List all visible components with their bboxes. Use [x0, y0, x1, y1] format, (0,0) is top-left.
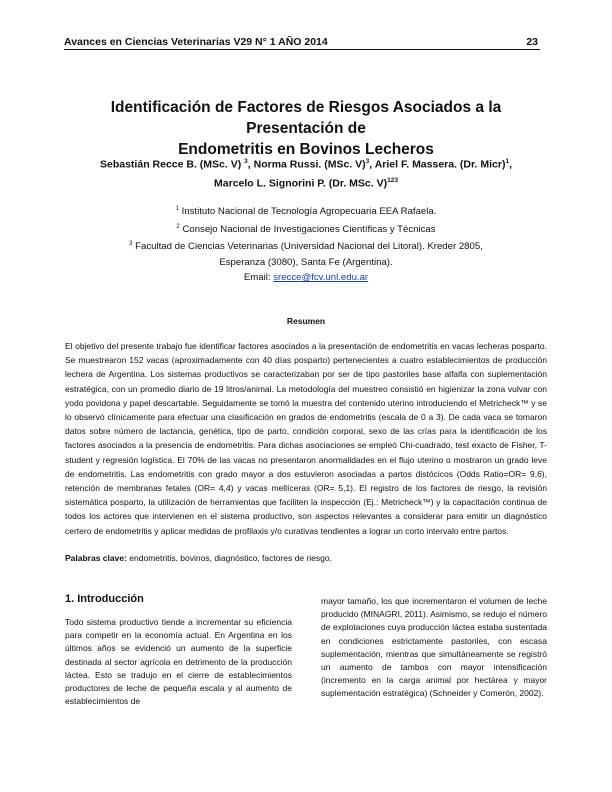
intro-paragraph-right: mayor tamaño, los que incrementaron el volumen de leche producido (MINAGRI, 2011). Asimismo, se redujo el número de explotaciones cuya producción láctea estaba sustentada en condiciones estrictamente pastoriles, con escasa suplementación, mientras que simultáneamente se registró un aumento de tambos con mayor intensificación (incremento en la carga animal por hectárea y mayor suplementación estratégica) (Schneider y Comerón, 2002).: [321, 596, 547, 699]
author-superscript: 1: [505, 158, 510, 165]
journal-name: Avances en Ciencias Veterinarias V29 N° 1 AÑO 2014: [64, 36, 328, 48]
running-header: [64, 36, 540, 50]
title-line-1: Identificación de Factores de Riesgos Asociados a la Presentación de: [110, 99, 502, 137]
abstract-text: El objetivo del presente trabajo fue identificar factores asociados a la presentación de endometritis en vacas lecheras posparto. Se muestrearon 152 vacas (aproximadamente con 40 días posparto) pertenecientes a cuatro establecimientos de producción lechera de Argentina. Los sistemas productivos se caracterizaban por ser de tipo pastoriles base alfalfa con suplementación estratégica, con un promedio diario de 19 litros/animal. La metodología del muestreo consistió en higienizar la zona vulvar con yodo povidona y papel descartable. Seguidamente se tomó la muestra del contenido uterino introduciendo el Metricheck™ y se lo observó clínicamente para efectuar una clasificación en grados de endometritis (escala de 0 a 3). De cada vaca se tomaron datos sobre número de lactancia, genética, tipo de parto, condición corporal, sexo de las crías para la identificación de los factores asociados a la presencia de endometritis. Para dichas asociaciones se empleó Chi-cuadrado, test exacto de Fisher, T-student y regresión logística. El 70% de las vacas no presentaron anormalidades en el flujo uterino o mostraron un grado leve de endometritis. Las endometritis con grado mayor a dos estuvieron asociadas a partos distócicos (Odds Ratio=OR= 9,6), retención de membranas fetales (OR= 4,4) y vacas mellíceras (OR= 5,1). El registro de los factores de riesgo, la revisión sistemática posparto, la utilización de herramientas que faciliten la inspección (Ej.: Metricheck™) y la capacitación continua de todos los actores que intervienen en el sistema productivo, son aspectos relevantes a considerar para emitir un diagnóstico certero de endometritis y aplicar medidas de profilaxis y/o curativas tendientes a lograr un corto intervalo entre partos.: [65, 341, 547, 536]
author-name: Sebastián Recce B. (MSc. V): [100, 158, 242, 171]
affiliation-3: [60, 237, 552, 255]
affiliation-number: 2: [176, 223, 180, 230]
affiliations: [60, 202, 552, 286]
author-name: Ariel F. Massera. (Dr. Micr): [374, 158, 506, 171]
article-title: [60, 97, 552, 160]
affiliation-text: Instituto Nacional de Tecnología Agropecuaria EEA Rafaela.: [181, 206, 437, 218]
keywords-text: endometritis, bovinos, diagnóstico, factores de riesgo.: [129, 553, 332, 563]
email-label: Email:: [243, 272, 271, 284]
keywords: [65, 551, 547, 565]
email-link[interactable]: srecce@fcv.unl.edu.ar: [273, 272, 369, 284]
column-left: [65, 592, 292, 708]
author-name: Norma Russi. (MSc. V): [253, 158, 366, 171]
intro-paragraph-left: Todo sistema productivo tiende a incrementar su eficiencia para competir en la economía actual. En Argentina en los últimos años se evidenció un aumento de la superficie destinada al sector agrícola en detrimento de la producción láctea. Esto se tradujo en el cierre de establecimientos productores de leche de pequeña escala y al aumento de establecimientos de: [65, 617, 292, 707]
author-superscript: 123: [387, 176, 398, 184]
author-list: [70, 154, 542, 191]
abstract-heading: Resumen: [286, 316, 326, 326]
email-line: [60, 270, 552, 285]
affiliation-1: [60, 202, 552, 220]
keywords-label: Palabras clave:: [65, 553, 127, 563]
author-name: Marcelo L. Signorini P. (Dr. MSc. V): [214, 177, 388, 189]
affiliation-text: Facultad de Ciencias Veterinarias (Universidad Nacional del Litoral). Kreder 2805,: [135, 241, 483, 253]
author-superscript: 3: [244, 158, 248, 165]
section-heading: 1. Introducción: [65, 593, 144, 605]
title-line-2: Endometritis en Bovinos Lecheros: [178, 141, 434, 158]
page-number: 23: [526, 36, 538, 48]
affiliation-2: [60, 220, 552, 238]
column-right: [321, 595, 547, 701]
affiliation-text: Consejo Nacional de Investigaciones Científicas y Técnicas: [182, 223, 436, 235]
author-superscript: 3: [365, 158, 370, 165]
affiliation-3-cont: Esperanza (3080), Santa Fe (Argentina).: [219, 256, 393, 268]
affiliation-number: 3: [129, 241, 133, 248]
authors-line-1: Sebastián Recce B. (MSc. V) $^3$, Norma Russi. (MSc. V)$^3$, Ariel F. Massera. (Dr. Micr)$^1$,: [100, 158, 512, 171]
affiliation-number: 1: [175, 206, 179, 212]
authors-line-2: [70, 173, 542, 192]
